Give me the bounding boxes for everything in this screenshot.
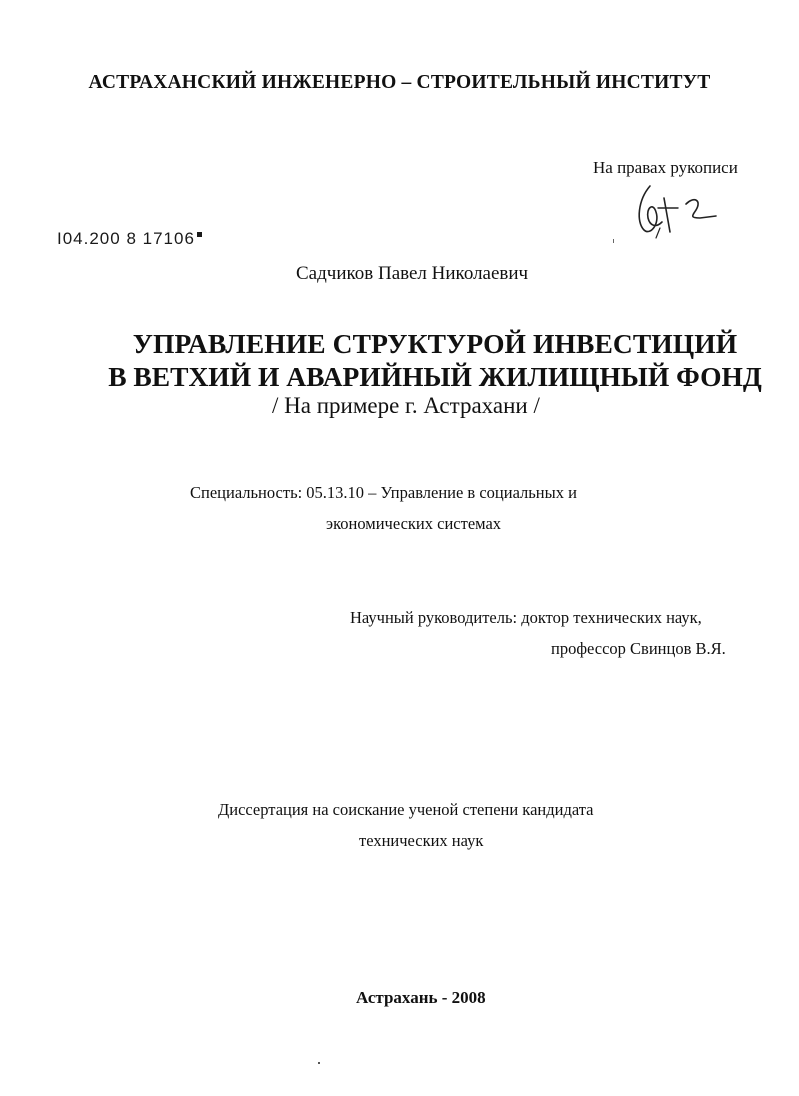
title-line-1: УПРАВЛЕНИЕ СТРУКТУРОЙ ИНВЕСТИЦИЙ	[132, 328, 738, 359]
library-code-text: I04.200 8 17106	[57, 229, 195, 248]
scan-speck	[318, 1062, 320, 1064]
specialty-line-1: Специальность: 05.13.10 – Управление в социальных и	[190, 483, 577, 502]
handwritten-signature	[620, 178, 730, 250]
city-year: Астрахань - 2008	[356, 988, 486, 1007]
specialty-line-2: экономических системах	[326, 514, 502, 533]
dissertation-line-2: технических наук	[359, 831, 484, 850]
dissertation-line-1: Диссертация на соискание ученой степени кандидата	[218, 800, 594, 819]
supervisor-line-2: профессор Свинцов В.Я.	[551, 639, 726, 658]
title-line-2: В ВЕТХИЙ И АВАРИЙНЫЙ ЖИЛИЩНЫЙ ФОНД	[108, 361, 762, 392]
supervisor-line-1: Научный руководитель: доктор технических наук,	[350, 608, 702, 627]
title-subtitle: / На примере г. Астрахани /	[272, 393, 540, 418]
scan-speck	[613, 239, 614, 243]
rights-note: На правах рукописи	[593, 158, 738, 177]
code-mark	[197, 232, 202, 237]
institute-name: АСТРАХАНСКИЙ ИНЖЕНЕРНО – СТРОИТЕЛЬНЫЙ ИНСТИТУТ	[88, 72, 711, 93]
library-code	[57, 229, 202, 249]
author-name: Садчиков Павел Николаевич	[296, 263, 529, 284]
